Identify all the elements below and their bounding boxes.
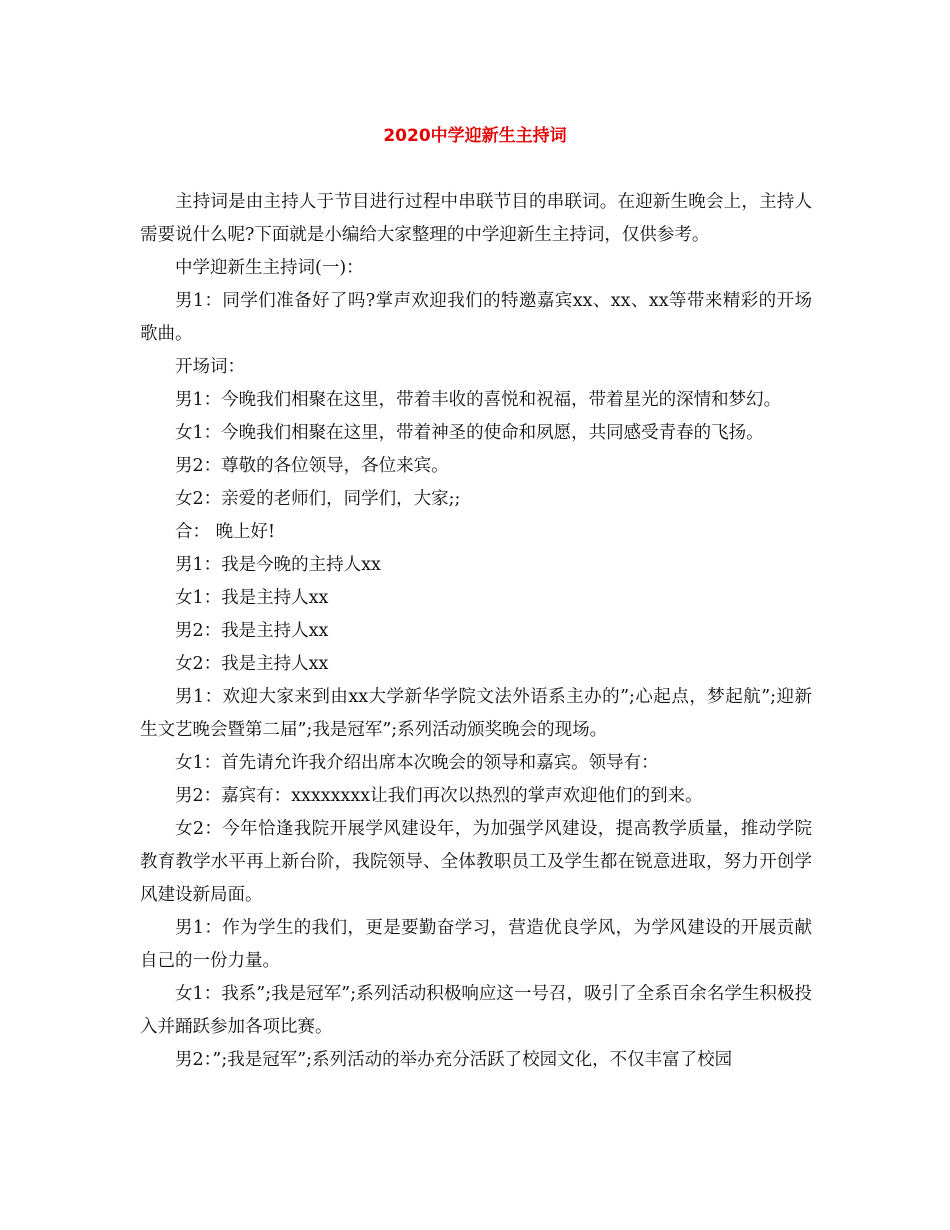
- paragraph: 男2：我是主持人xx: [175, 621, 329, 641]
- paragraph-section-heading: 中学迎新生主持词(一)：: [175, 258, 364, 278]
- paragraph: 合： 晚上好!: [175, 522, 276, 542]
- document-body: [140, 186, 812, 1077]
- paragraph: 男1：同学们准备好了吗?掌声欢迎我们的特邀嘉宾xx、xx、xx等带来精彩的开场歌曲。: [140, 291, 812, 344]
- paragraph: 女1：我是主持人xx: [175, 588, 329, 608]
- paragraph: 女2：我是主持人xx: [175, 654, 329, 674]
- paragraph: 女2：亲爱的老师们，同学们，大家;;: [175, 489, 461, 509]
- paragraph-opening-heading: 开场词：: [175, 357, 245, 377]
- paragraph: 男2：尊敬的各位领导，各位来宾。: [175, 456, 449, 476]
- paragraph: 女1：我系”;我是冠军”;系列活动积极响应这一号召，吸引了全系百余名学生积极投入并踊跃参加各项比赛。: [140, 984, 812, 1037]
- paragraph: 男1：作为学生的我们，更是要勤奋学习，营造优良学风，为学风建设的开展贡献自己的一份力量。: [140, 918, 812, 971]
- paragraph: 男1：今晚我们相聚在这里，带着丰收的喜悦和祝福，带着星光的深情和梦幻。: [175, 390, 782, 410]
- paragraph: 男1：欢迎大家来到由xx大学新华学院文法外语系主办的”;心起点，梦起航”;迎新生文艺晚会暨第二届”;我是冠军”;系列活动颁奖晚会的现场。: [140, 687, 812, 740]
- document-title: 2020中学迎新生主持词: [383, 126, 567, 146]
- paragraph: 男1：我是今晚的主持人xx: [175, 555, 381, 575]
- paragraph: 女1：首先请允许我介绍出席本次晚会的领导和嘉宾。领导有：: [175, 753, 659, 773]
- paragraph: 女2：今年恰逢我院开展学风建设年，为加强学风建设，提高教学质量，推动学院教育教学水平再上新台阶，我院领导、全体教职员工及学生都在锐意进取，努力开创学风建设新局面。: [140, 819, 812, 905]
- paragraph: 女1：今晚我们相聚在这里，带着神圣的使命和夙愿，共同感受青春的飞扬。: [175, 423, 764, 443]
- paragraph: 男2：”;我是冠军”;系列活动的举办充分活跃了校园文化，不仅丰富了校园: [175, 1050, 733, 1070]
- paragraph-intro: 主持词是由主持人于节目进行过程中串联节目的串联词。在迎新生晚会上，主持人需要说什么呢?下面就是小编给大家整理的中学迎新生主持词，仅供参考。: [140, 192, 812, 245]
- paragraph: 男2：嘉宾有：xxxxxxxx让我们再次以热烈的掌声欢迎他们的到来。: [175, 786, 703, 806]
